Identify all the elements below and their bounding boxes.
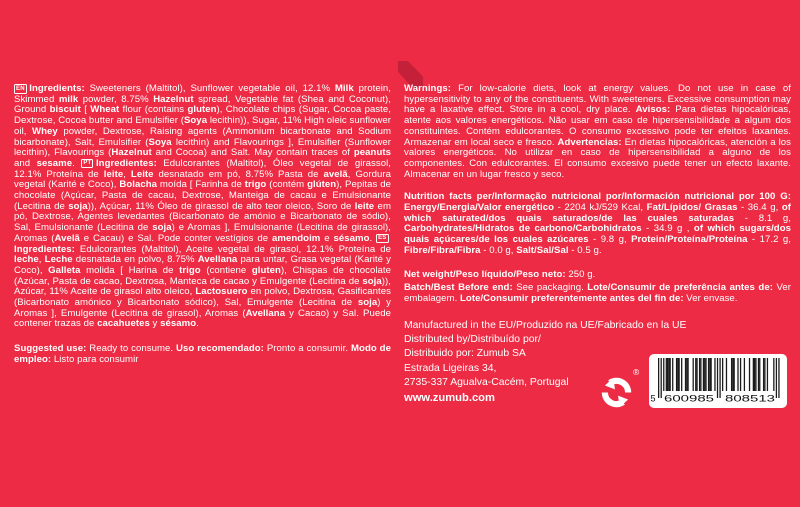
barcode [649, 354, 787, 408]
green-dot-recycling-svg [601, 377, 632, 408]
ingredients-heading-en: Ingredients: [29, 83, 85, 94]
registered-trademark-icon: ® [633, 367, 640, 377]
warnings-paragraph: Warnings: For low-calorie diets, look at energy values. Do not use in case of hypersensitivity to any of the constituents. With sweeteners. Excessive consumption may have a laxative effect. Store in a cool, dry place. Avisos: Para dietas hipocalóricas, atente aos valores energéticos. Não usar em caso de hipersensibilidade a algum dos constituintes. Contém edulcorantes. O consumo excessivo pode ter efeitos laxantes. Armazenar em local seco e fresco. Advertencias: En dietas hipocalóricas, atención a los valores energéticos. No utilizar en caso de hipersensibilidad a alguno de los componentes. Con edulcorantes. El consumo excesivo puede tener un efecto laxante. Almacenar en un lugar fresco y seco. [404, 83, 791, 180]
ingredients-heading-es: Ingredientes: [14, 243, 75, 255]
suggested-use-paragraph: Suggested use: Ready to consume. Uso recomendado: Pronto a consumir. Modo de empleo: Listo para consumir [14, 343, 391, 365]
address-line: 2735-337 Agualva-Cacém, Portugal [404, 377, 569, 389]
barcode-digits: 808513 [725, 393, 775, 404]
barcode-digits: 600985 [664, 393, 714, 404]
lang-badge-en: EN [16, 85, 25, 92]
green-dot-recycling-icon [601, 377, 632, 408]
website-url: www.zumub.com [404, 391, 495, 404]
net-weight-line: Net weight/Peso líquido/Peso neto: 250 g. [404, 268, 596, 280]
ingredients-heading-pt: Ingredientes: [95, 157, 157, 169]
address-line: Distributed by/Distribuído por/ [404, 334, 541, 346]
lang-badge-pt: PT [83, 160, 92, 167]
address-line: Distribuido por: Zumub SA [404, 348, 526, 360]
ingredients-column [14, 84, 391, 366]
address-line: Estrada Ligeiras 34, [404, 362, 497, 374]
batch-best-before-paragraph: Batch/Best Before end: See packaging. Lote/Consumir de preferência antes de: Ver embalagem. Lote/Consumir preferentemente antes del fin de: Ver envase. [404, 282, 791, 304]
address-line: Manufactured in the EU/Produzido na UE/Fabricado en la UE [404, 319, 687, 331]
lang-badge-es: ES [378, 235, 387, 242]
barcode-digits: 5 [650, 393, 656, 404]
barcode-svg [649, 354, 787, 408]
nutrition-facts-paragraph: Nutrition facts per/Informação nutricional por/Información nutricional por 100 G: Energy/Energia/Valor energético - 2204 kJ/529 Kcal, Fat/Lípidos/ Grasas - 36.4 g, of which saturated/dos quais saturados/de las cuales saturadas - 8.1 g, Carbohydrates/Hidratos de carbono/Carbohidratos - 34.9 g , of which sugars/dos quais açúcares/de los cuales azúcares - 9.8 g, Protein/Proteína/Proteína - 17.2 g, Fibre/Fibra/Fibra - 0.0 g, Salt/Sal/Sal - 0.5 g. [404, 191, 792, 256]
ingredients-paragraph: EN Ingredients: Sweeteners (Maltitol), Sunflower vegetable oil, 12.1% Milk protein, Skimmed milk powder, 8.75% Hazelnut spread, Vegetable fat (Shea and Coconut), Ground biscuit [ Wheat flour (contains gluten), Chocolate chips (Sugar, Cocoa paste, Dextrose, Cocoa butter and Emulsifier (Soya lecithin)), Sugar, 11% High oleic sunflower oil, Whey powder, Dextrose, Raising agents (Ammonium bicarbonate and Sodium bicarbonate), Salt, Emulsifier (Soya lecithin) and Flavourings ], Emulsifier (Sunflower lecithin), Flavourings (Hazelnut and Cocoa) and Salt. May contain traces of peanuts and sesame. PT Ingredientes: Edulcorantes (Maltitol), Óleo vegetal de girassol, 12.1% Proteína de leite, Leite desnatado em pó, 8.75% Pasta de avelã, Gordura vegetal (Karité e Coco), Bolacha moída [ Farinha de trigo (contém glúten), Pepitas de chocolate (Açúcar, Pasta de cacau, Dextrose, Manteiga de cacau e Emulsionante (Lecitina de soja)), Açúcar, 11% Óleo de girassol de alto teor oleico, Soro de leite em pó, Dextrose, Agentes levedantes (Bicarbonato de amónio e Bicarbonato de sódio), Sal, Emulsionante (Lecitina de soja) e Aromas ], Emulsionante (Lecitina de girassol), Aromas (Avelã e Cacau) e Sal. Pode conter vestígios de amendoim e sésamo. ESIngredientes: Edulcorantes (Maltitol), Aceite vegetal de girasol, 12.1% Proteína de leche, Leche desnatada en polvo, 8.75% Avellana para untar, Grasa vegetal (Karité y Coco), Galleta molida [ Harina de trigo (contiene gluten), Chispas de chocolate (Azúcar, Pasta de cacao, Dextrosa, Manteca de cacao y Emulgente (Lecitina de soja)), Azúcar, 11% Aceite de girasol alto oleico, Lactosuero en polvo, Dextrosa, Gasificantes (Bicarbonato amónico y Bicarbonato sódico), Sal, Emulgente (Lecitina de soja) y Aromas ], Emulgente (Lecitina de girasol), Aromas (Avellana y Cacao) y Sal. Puede contener trazas de cacahuetes y sésamo. [14, 83, 392, 330]
